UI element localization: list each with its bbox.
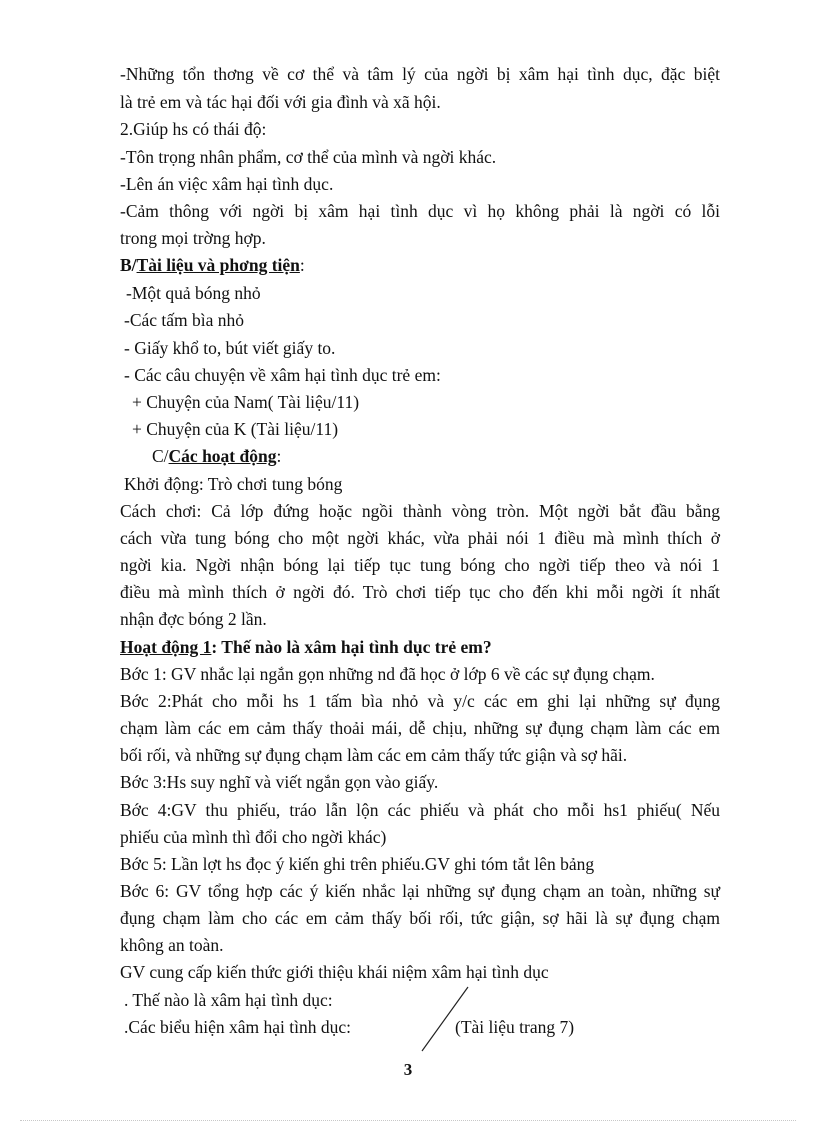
step-line: Bớc 5: Lần lợt hs đọc ý kiến ghi trên phiếu.GV ghi tóm tắt lên bảng xyxy=(120,854,595,874)
text-line: -Tôn trọng nhân phẩm, cơ thể của mình và ngời khác. xyxy=(120,147,497,167)
heading-prefix: B/ xyxy=(120,255,137,275)
activity-label: Hoạt động 1 xyxy=(120,637,212,657)
activity-title: : Thế nào là xâm hại tình dục trẻ em? xyxy=(211,637,492,657)
step-line: Bớc 6: GV tổng hợp các ý kiến nhắc lại những sự đụng chạm an toàn, những sự xyxy=(120,881,720,901)
list-item: - Giấy khổ to, bút viết giấy to. xyxy=(124,338,336,358)
text-line: 2.Giúp hs có thái độ: xyxy=(120,119,267,139)
text-line: -Những tổn thơng về cơ thể và tâm lý của ngời bị xâm hại tình dục, đặc biệt xyxy=(120,64,720,84)
text-line: -Cảm thông với ngời bị xâm hại tình dục vì họ không phải là ngời có lỗi xyxy=(120,201,720,221)
list-item: -Các tấm bìa nhỏ xyxy=(124,310,245,330)
list-item: - Các câu chuyện về xâm hại tình dục trẻ em: xyxy=(124,365,441,385)
section-heading-b xyxy=(120,254,720,276)
text-line: . Thế nào là xâm hại tình dục: xyxy=(124,990,333,1010)
heading-prefix: C/ xyxy=(152,446,169,466)
text-line: -Lên án việc xâm hại tình dục. xyxy=(120,174,334,194)
text-line: là trẻ em và tác hại đối với gia đình và xã hội. xyxy=(120,92,441,112)
heading-suffix: : xyxy=(299,255,305,275)
step-line: Bớc 4:GV thu phiếu, tráo lẫn lộn các phiếu và phát cho mỗi hs1 phiếu( Nếu xyxy=(120,800,720,820)
heading-title: Các hoạt động xyxy=(168,446,277,466)
text-line: cách vừa tung bóng cho một ngời khác, vừa phải nói 1 điều mà mình thích ở xyxy=(120,528,720,548)
text-line: GV cung cấp kiến thức giới thiệu khái niệm xâm hại tình dục xyxy=(120,962,549,982)
text-line: Cách chơi: Cả lớp đứng hoặc ngồi thành vòng tròn. Một ngời bắt đầu bằng xyxy=(120,501,720,521)
text-line: không an toàn. xyxy=(120,935,224,955)
text-line: chạm làm các em cảm thấy thoải mái, dễ chịu, những sự đụng chạm làm các em xyxy=(120,718,720,738)
text-line: trong mọi trờng hợp. xyxy=(120,228,266,248)
text-line: ngời kia. Ngời nhận bóng lại tiếp tục tung bóng cho ngời tiếp theo và nói 1 xyxy=(120,555,720,575)
step-line: Bớc 2:Phát cho mỗi hs 1 tấm bìa nhỏ và y/c các em ghi lại những sự đụng xyxy=(120,691,720,711)
text-line: Khởi động: Trò chơi tung bóng xyxy=(124,474,343,494)
step-line: Bớc 3:Hs suy nghĩ và viết ngắn gọn vào giấy. xyxy=(120,772,439,792)
heading-suffix: : xyxy=(276,446,282,466)
step-line: Bớc 1: GV nhắc lại ngắn gọn những nd đã học ở lớp 6 về các sự đụng chạm. xyxy=(120,664,655,684)
reference-note: (Tài liệu trang 7) xyxy=(455,1017,575,1037)
page-bottom-border xyxy=(20,1120,796,1121)
text-line: đụng chạm làm cho các em cảm thấy bối rối, tức giận, sợ hãi là sự đụng chạm xyxy=(120,908,720,928)
activity-heading xyxy=(120,636,720,658)
page-number: 3 xyxy=(403,1060,413,1079)
section-heading-c xyxy=(152,445,752,467)
text-line: nhận đợc bóng 2 lần. xyxy=(120,609,267,629)
text-line: phiếu của mình thì đổi cho ngời khác) xyxy=(120,827,387,847)
text-line: .Các biểu hiện xâm hại tình dục: xyxy=(124,1017,351,1037)
text-line: điều mà mình thích ở ngời đó. Trò chơi tiếp tục cho đến khi mỗi ngời ít nhất xyxy=(120,582,720,602)
list-item: + Chuyện của Nam( Tài liệu/11) xyxy=(132,392,360,412)
list-item: -Một quả bóng nhỏ xyxy=(126,283,261,303)
heading-title: Tài liệu và phơng tiện xyxy=(136,255,300,275)
text-line: bối rối, và những sự đụng chạm làm các em cảm thấy tức giận và sợ hãi. xyxy=(120,745,628,765)
list-item: + Chuyện của K (Tài liệu/11) xyxy=(132,419,339,439)
